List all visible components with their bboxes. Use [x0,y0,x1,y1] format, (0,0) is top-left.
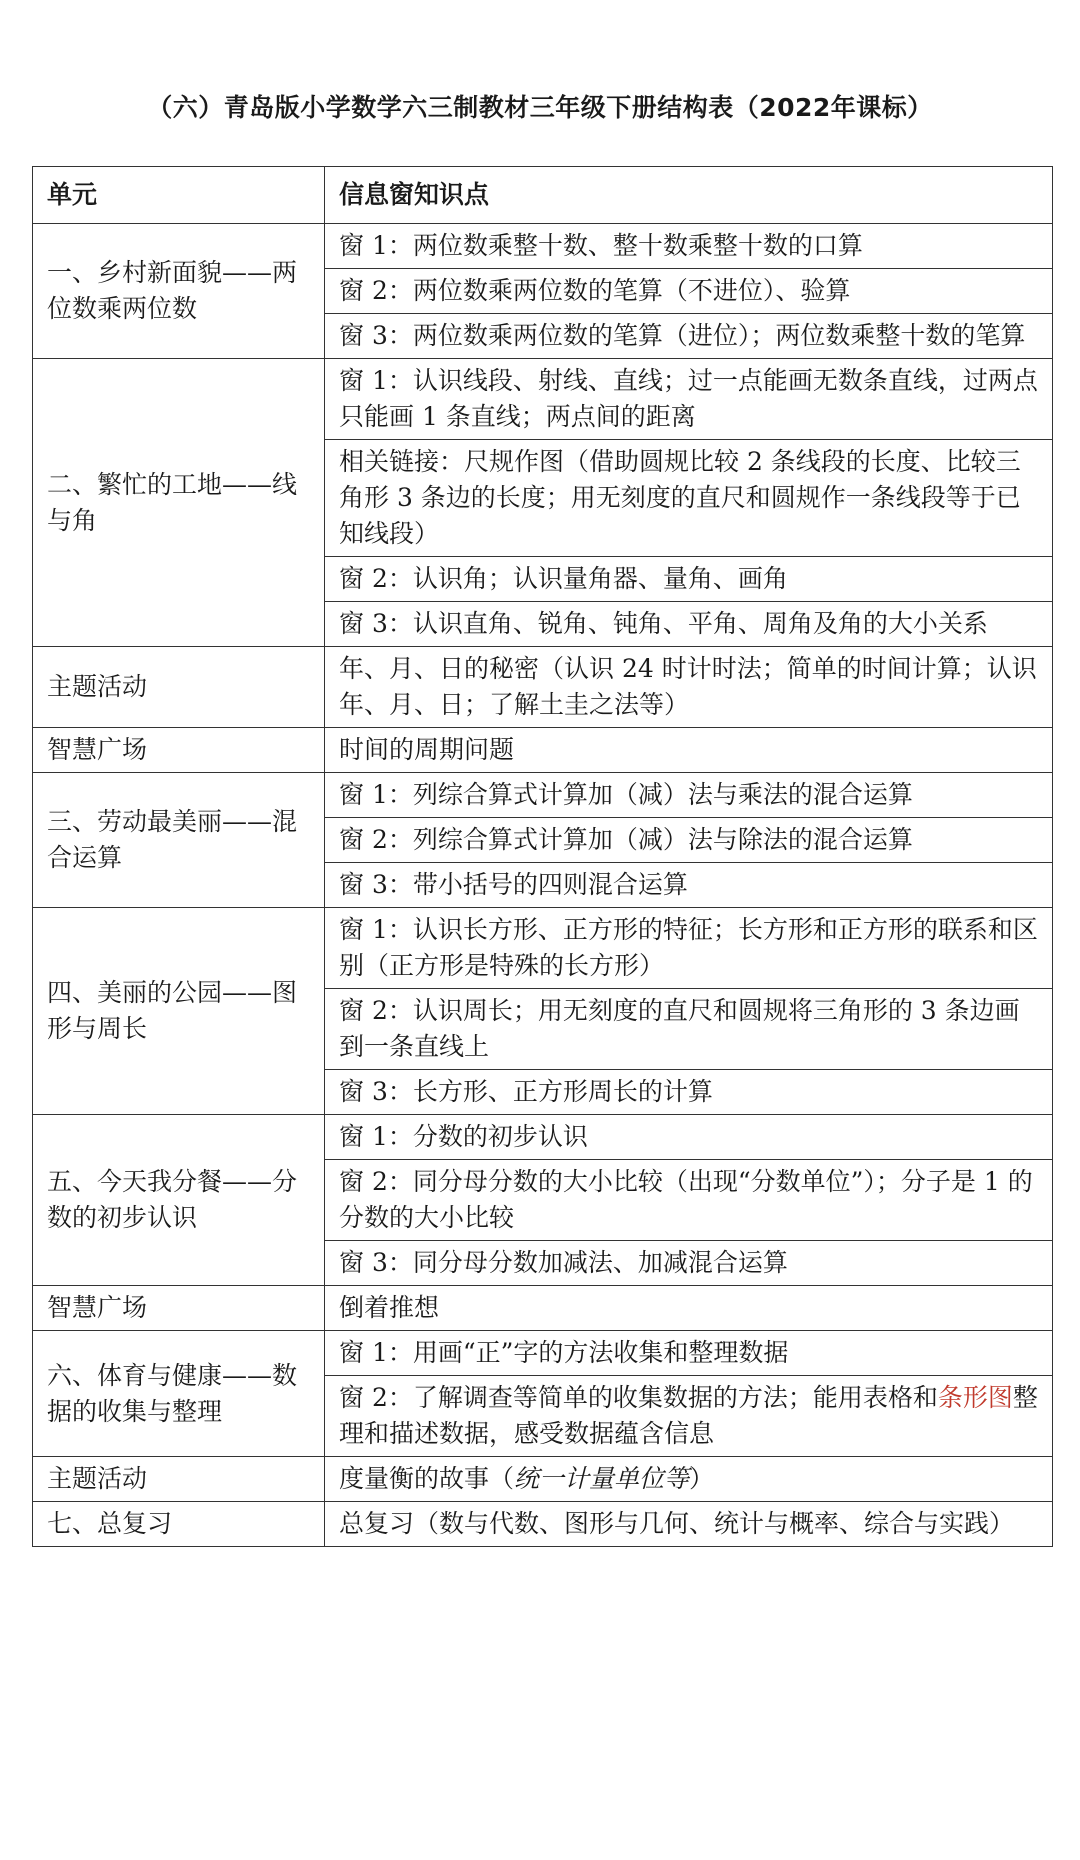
knowledge-text: 窗 2：了解调查等简单的收集数据的方法；能用表格和 [339,1383,938,1412]
unit-cell: 七、总复习 [33,1502,325,1547]
highlight-text: 条形图 [937,1383,1013,1412]
table-row [33,359,1053,440]
knowledge-cell: 窗 2：同分母分数的大小比较（出现“分数单位”）；分子是 1 的分数的大小比较 [325,1160,1053,1241]
table-row [33,728,1053,773]
knowledge-cell: 相关链接：尺规作图（借助圆规比较 2 条线段的长度、比较三角形 3 条边的长度；用无刻度的直尺和圆规作一条线段等于已知线段） [325,440,1053,557]
knowledge-cell: 窗 3：认识直角、锐角、钝角、平角、周角及角的大小关系 [325,602,1053,647]
knowledge-cell: 窗 1：认识长方形、正方形的特征；长方形和正方形的联系和区别（正方形是特殊的长方形） [325,908,1053,989]
knowledge-cell: 窗 3：同分母分数加减法、加减混合运算 [325,1241,1053,1286]
unit-cell: 三、劳动最美丽——混合运算 [33,773,325,908]
table-row [33,1286,1053,1331]
table-row [33,1502,1053,1547]
knowledge-text: 整理和描述数据，感受数据蕴含信息 [339,1383,1038,1448]
table-row [33,1331,1053,1376]
knowledge-cell: 窗 3：长方形、正方形周长的计算 [325,1070,1053,1115]
knowledge-cell: 窗 3：带小括号的四则混合运算 [325,863,1053,908]
unit-cell: 四、美丽的公园——图形与周长 [33,908,325,1115]
structure-table [32,166,1053,1547]
unit-cell: 一、乡村新面貌——两位数乘两位数 [33,224,325,359]
table-row [33,224,1053,269]
header-knowledge: 信息窗知识点 [325,167,1053,224]
knowledge-cell: 时间的周期问题 [325,728,1053,773]
knowledge-cell: 窗 1：认识线段、射线、直线；过一点能画无数条直线，过两点只能画 1 条直线；两点间的距离 [325,359,1053,440]
table-row [33,1115,1053,1160]
table-row [33,647,1053,728]
knowledge-cell: 窗 2：认识周长；用无刻度的直尺和圆规将三角形的 3 条边画到一条直线上 [325,989,1053,1070]
knowledge-text: 度量衡的故事（ [339,1464,515,1493]
table-row [33,773,1053,818]
knowledge-text: ） [689,1464,715,1493]
knowledge-cell: 窗 1：列综合算式计算加（减）法与乘法的混合运算 [325,773,1053,818]
knowledge-cell: 窗 1：两位数乘整十数、整十数乘整十数的口算 [325,224,1053,269]
knowledge-cell: 总复习（数与代数、图形与几何、统计与概率、综合与实践） [325,1502,1053,1547]
page-title: （六）青岛版小学数学六三制教材三年级下册结构表（2022年课标） [147,93,933,122]
knowledge-cell: 窗 2：两位数乘两位数的笔算（不进位）、验算 [325,269,1053,314]
table-row [33,1457,1053,1502]
unit-cell: 智慧广场 [33,1286,325,1331]
table-header-row [33,167,1053,224]
knowledge-cell: 窗 2：列综合算式计算加（减）法与除法的混合运算 [325,818,1053,863]
knowledge-cell: 窗 1：分数的初步认识 [325,1115,1053,1160]
unit-cell: 智慧广场 [33,728,325,773]
italic-text: 统一计量单位等 [514,1464,690,1493]
knowledge-cell: 窗 1：用画“正”字的方法收集和整理数据 [325,1331,1053,1376]
unit-cell: 五、今天我分餐——分数的初步认识 [33,1115,325,1286]
table-row [33,908,1053,989]
knowledge-cell: 窗 3：两位数乘两位数的笔算（进位）；两位数乘整十数的笔算 [325,314,1053,359]
knowledge-cell: 窗 2：认识角；认识量角器、量角、画角 [325,557,1053,602]
unit-cell: 主题活动 [33,1457,325,1502]
unit-cell: 二、繁忙的工地——线与角 [33,359,325,647]
knowledge-cell [325,1457,1053,1502]
unit-cell: 主题活动 [33,647,325,728]
knowledge-cell: 年、月、日的秘密（认识 24 时计时法；简单的时间计算；认识年、月、日；了解土圭之法等） [325,647,1053,728]
header-unit: 单元 [33,167,325,224]
unit-cell: 六、体育与健康——数据的收集与整理 [33,1331,325,1457]
knowledge-cell [325,1376,1053,1457]
knowledge-cell: 倒着推想 [325,1286,1053,1331]
